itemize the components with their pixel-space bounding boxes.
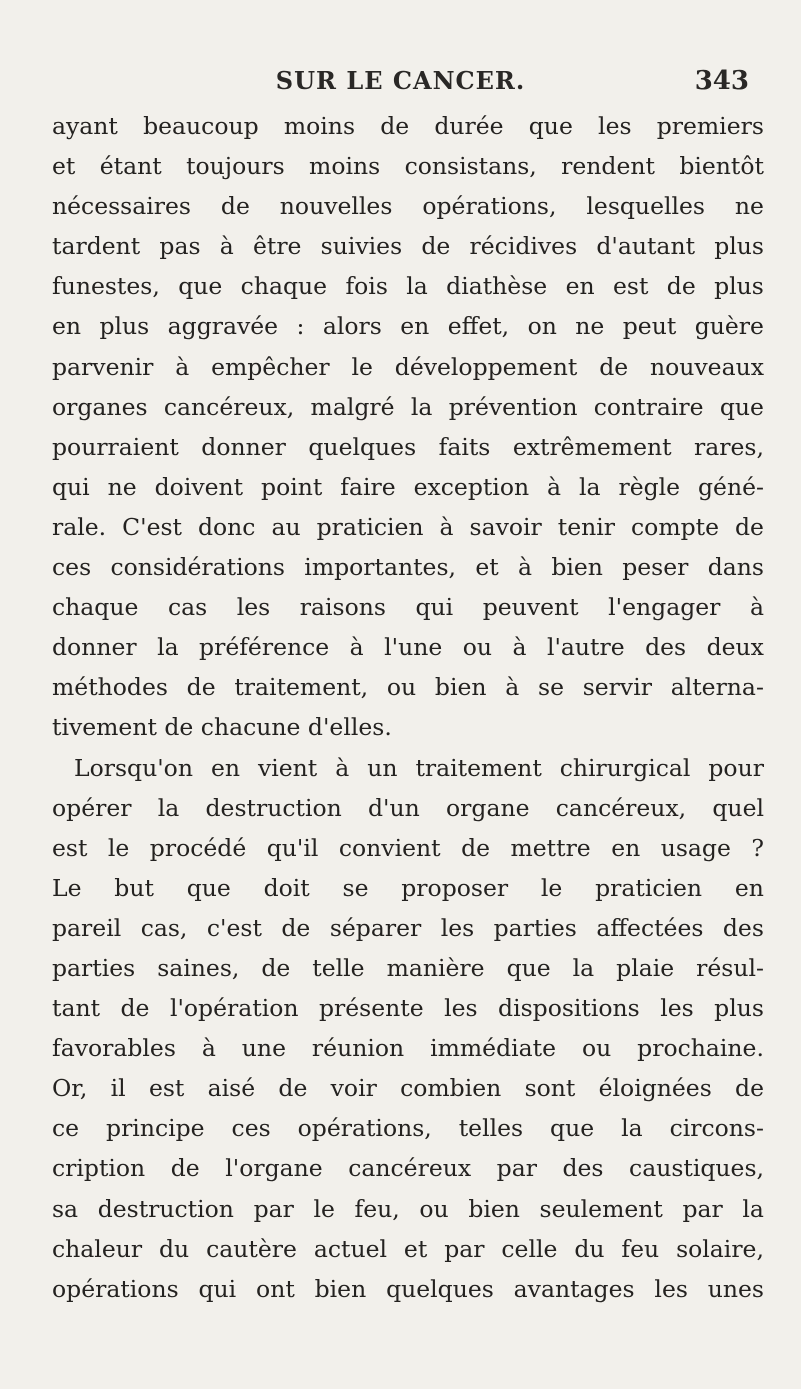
text-line: Le but que doit se proposer le praticien en	[52, 873, 764, 902]
text-line: organes cancéreux, malgré la prévention contraire que	[52, 392, 764, 421]
text-line: qui ne doivent point faire exception à la règle géné-	[52, 472, 764, 501]
text-line: chaque cas les raisons qui peuvent l'engager à	[52, 593, 764, 622]
text-line: favorables à une réunion immédiate ou prochaine.	[52, 1034, 764, 1063]
text-line: est le procédé qu'il convient de mettre en usage ?	[52, 833, 764, 862]
text-line: et étant toujours moins consistans, rendent bientôt	[52, 152, 764, 181]
text-line: tant de l'opération présente les dispositions les plus	[52, 994, 764, 1023]
text-line: donner la préférence à l'une ou à l'autre des deux	[52, 633, 764, 662]
text-line: nécessaires de nouvelles opérations, lesquelles ne	[52, 192, 764, 221]
page-header	[0, 66, 801, 106]
text-line: parvenir à empêcher le développement de nouveaux	[52, 352, 764, 381]
text-line: en plus aggravée : alors en effet, on ne peut guère	[52, 312, 764, 341]
text-line: cription de l'organe cancéreux par des caustiques,	[52, 1154, 764, 1183]
text-line: pareil cas, c'est de séparer les parties affectées des	[52, 913, 764, 942]
text-line: tivement de chacune d'elles.	[52, 713, 392, 742]
body-text	[52, 106, 764, 1309]
page-number: 343	[694, 66, 749, 96]
running-title: SUR LE CANCER.	[275, 66, 526, 95]
text-line: Or, il est aisé de voir combien sont éloignées de	[52, 1074, 764, 1103]
text-line: parties saines, de telle manière que la plaie résul-	[52, 953, 764, 982]
text-line: chaleur du cautère actuel et par celle du feu solaire,	[52, 1234, 764, 1263]
text-line: méthodes de traitement, ou bien à se servir alterna-	[52, 673, 764, 702]
text-line: pourraient donner quelques faits extrêmement rares,	[52, 432, 764, 461]
text-line: funestes, que chaque fois la diathèse en est de plus	[52, 272, 764, 301]
text-line: Lorsqu'on en vient à un traitement chirurgical pour	[74, 753, 764, 782]
text-line: opérations qui ont bien quelques avantages les unes	[52, 1274, 764, 1303]
text-line: sa destruction par le feu, ou bien seulement par la	[52, 1194, 764, 1223]
text-line: ce principe ces opérations, telles que la circons-	[52, 1114, 764, 1143]
text-line: rale. C'est donc au praticien à savoir tenir compte de	[52, 512, 764, 541]
text-line: tardent pas à être suivies de récidives d'autant plus	[52, 232, 764, 261]
text-line: opérer la destruction d'un organe cancéreux, quel	[52, 793, 764, 822]
text-line: ayant beaucoup moins de durée que les premiers	[52, 112, 764, 140]
text-line: ces considérations importantes, et à bien peser dans	[52, 553, 764, 582]
